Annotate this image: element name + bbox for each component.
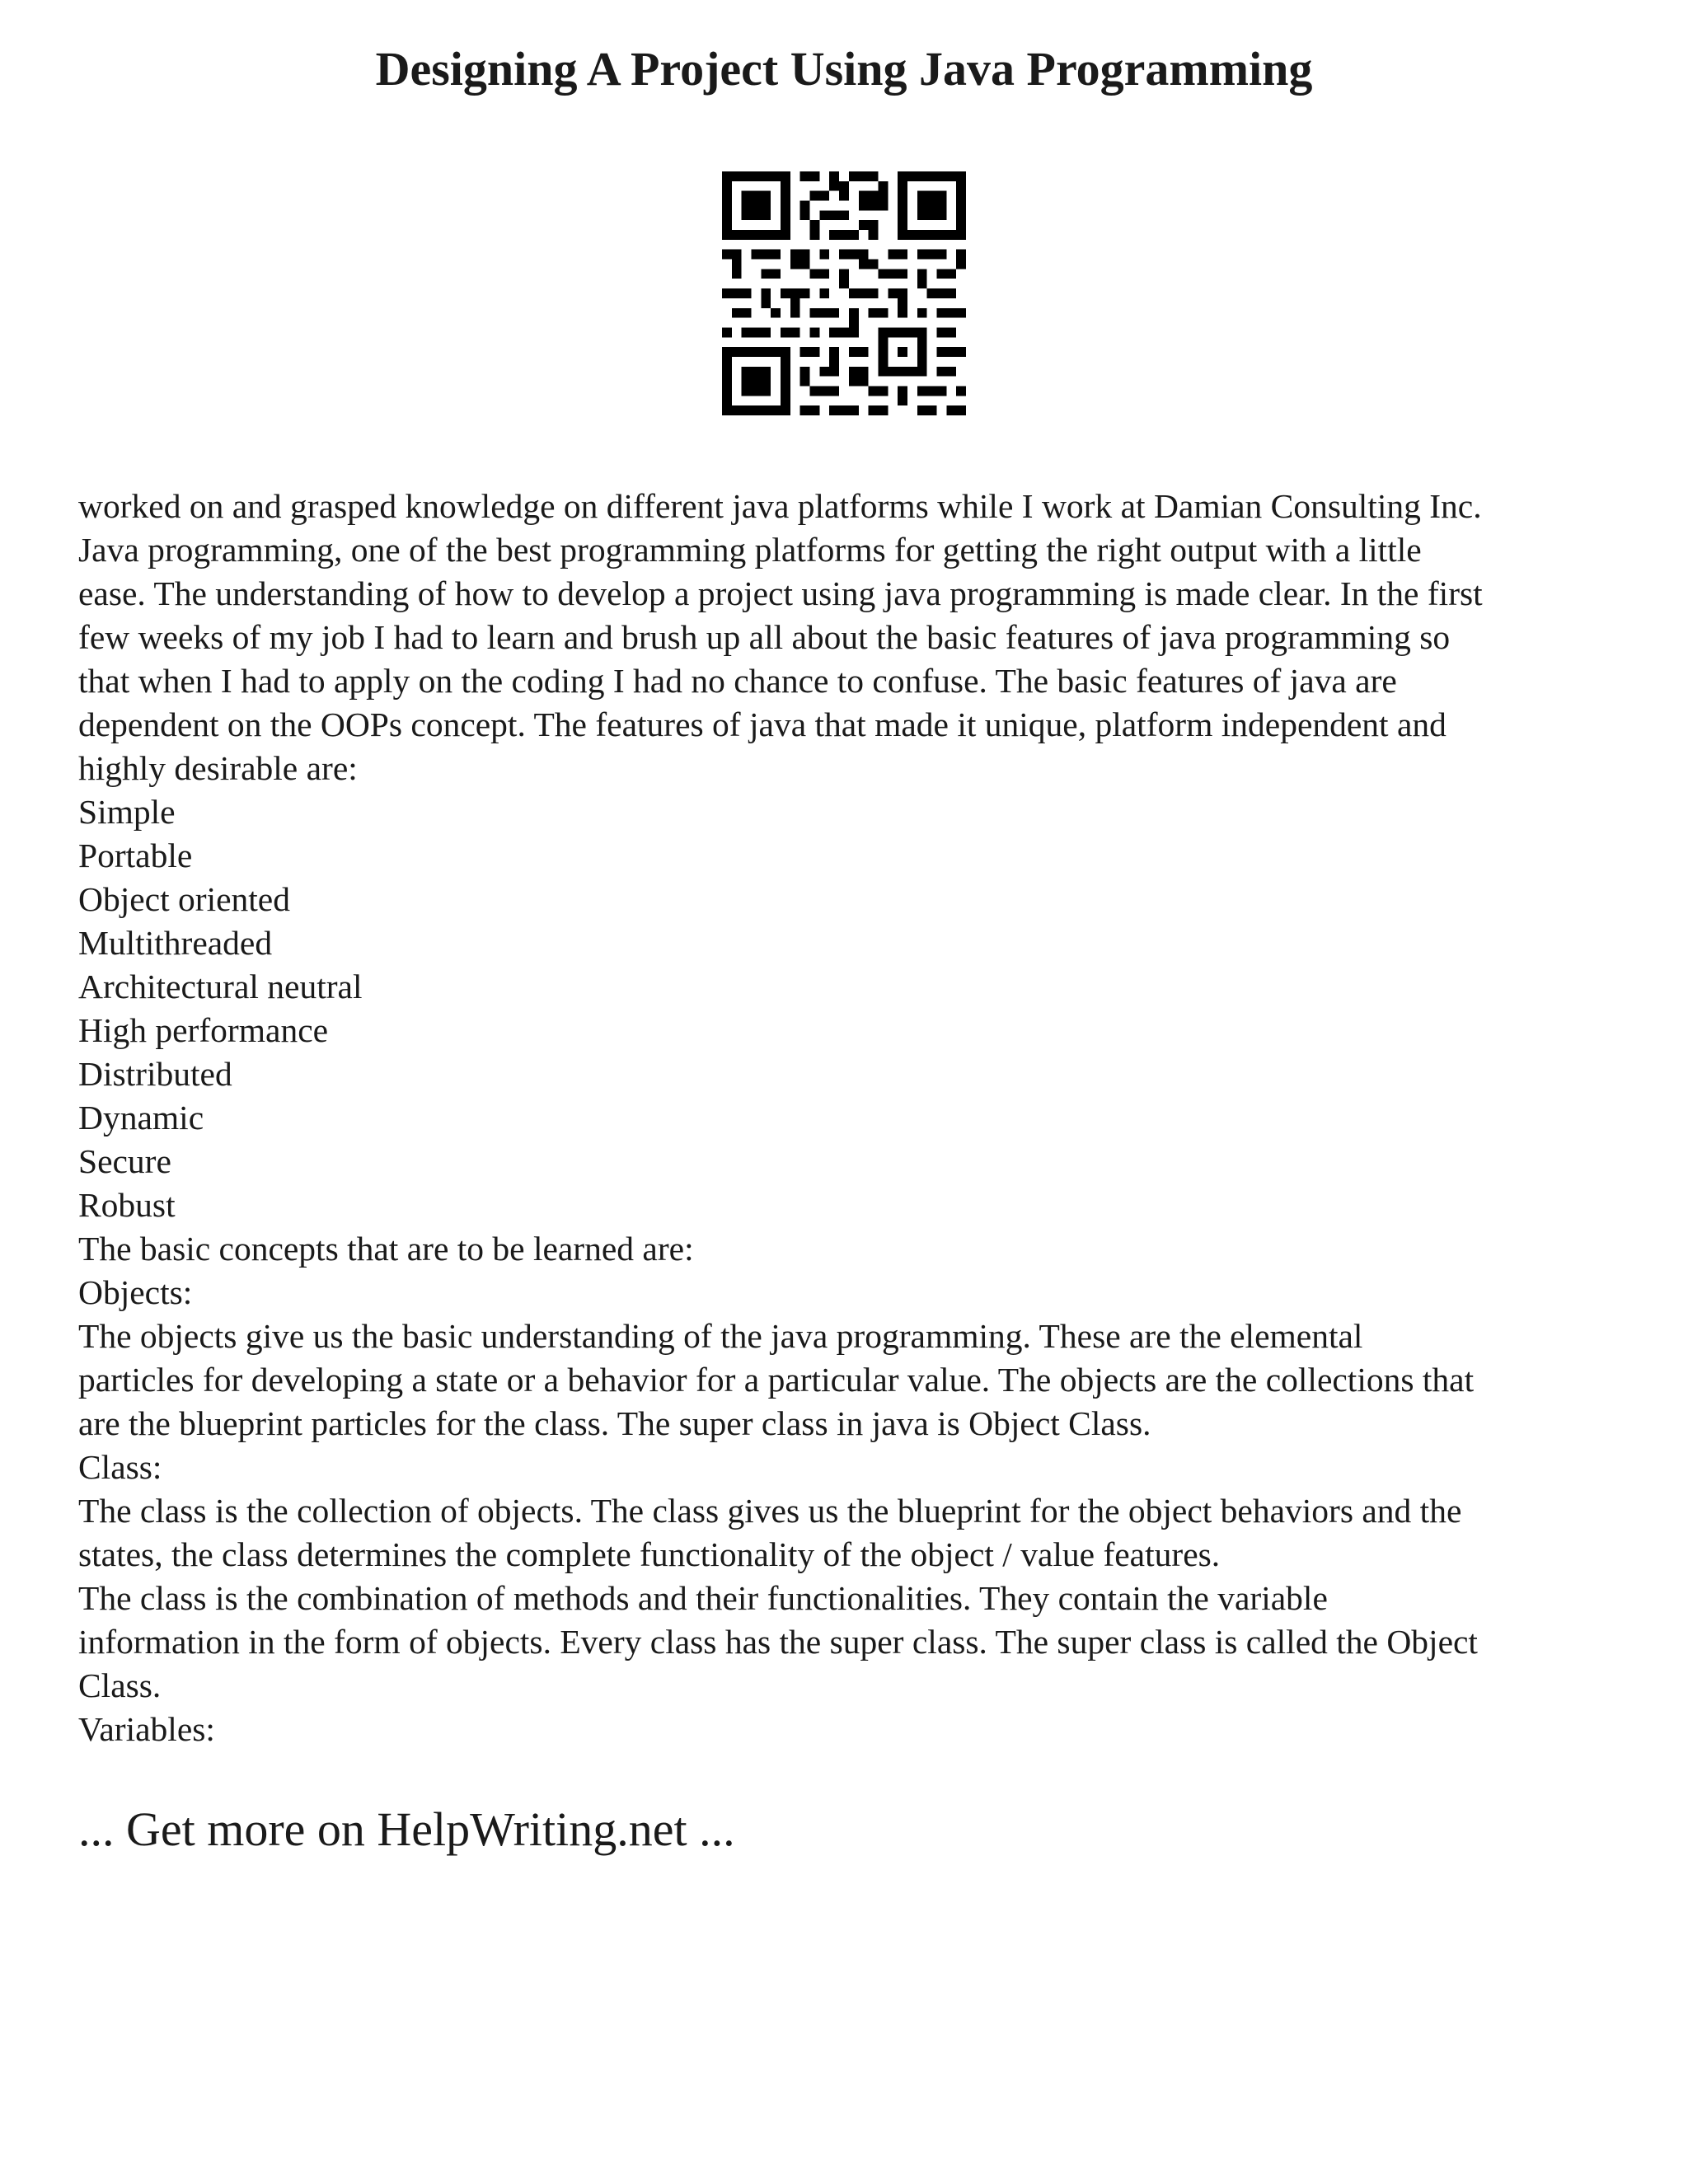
document-title: Designing A Project Using Java Programming	[375, 42, 1313, 96]
body-line: The basic concepts that are to be learned are:	[78, 1230, 694, 1268]
body-line: Class.	[78, 1666, 162, 1704]
feature-list-item: High performance	[78, 1011, 329, 1049]
section-heading: Class:	[78, 1448, 162, 1486]
body-line: worked on and grasped knowledge on different java platforms while I work at Damian Consulting Inc.	[78, 487, 1482, 525]
qr-code-icon	[722, 171, 966, 415]
body-line: The class is the collection of objects. The class gives us the blueprint for the object behaviors and the	[78, 1492, 1462, 1530]
feature-list-item: Architectural neutral	[78, 968, 363, 1005]
body-line: are the blueprint particles for the class. The super class in java is Object Class.	[78, 1404, 1151, 1442]
body-line: states, the class determines the complete functionality of the object / value features.	[78, 1535, 1221, 1573]
body-line: The objects give us the basic understanding of the java programming. These are the elemental	[78, 1317, 1363, 1355]
feature-list-item: Simple	[78, 793, 176, 831]
body-line: dependent on the OOPs concept. The features of java that made it unique, platform independent and	[78, 705, 1447, 743]
feature-list-item: Object oriented	[78, 880, 290, 918]
body-line: information in the form of objects. Every class has the super class. The super class is called the Object	[78, 1623, 1478, 1661]
feature-list-item: Portable	[78, 837, 193, 874]
section-heading: Objects:	[78, 1273, 193, 1311]
body-line: particles for developing a state or a behavior for a particular value. The objects are the collections that	[78, 1361, 1475, 1399]
body-line: The class is the combination of methods and their functionalities. They contain the variable	[78, 1579, 1328, 1617]
body-line: highly desirable are:	[78, 749, 358, 787]
feature-list-item: Secure	[78, 1142, 171, 1180]
feature-list-item: Robust	[78, 1186, 176, 1224]
feature-list-item: Distributed	[78, 1055, 232, 1093]
body-line: Java programming, one of the best programming platforms for getting the right output with a little	[78, 531, 1422, 569]
section-heading: Variables:	[78, 1710, 215, 1748]
feature-list-item: Dynamic	[78, 1099, 204, 1137]
body-line: ease. The understanding of how to develop a project using java programming is made clear. In the first	[78, 574, 1483, 612]
body-line: that when I had to apply on the coding I had no chance to confuse. The basic features of java are	[78, 662, 1397, 700]
body-line: few weeks of my job I had to learn and brush up all about the basic features of java programming so	[78, 618, 1451, 656]
get-more-link[interactable]: ... Get more on HelpWriting.net ...	[78, 1802, 735, 1856]
feature-list-item: Multithreaded	[78, 924, 273, 962]
document-body	[78, 485, 1628, 1751]
